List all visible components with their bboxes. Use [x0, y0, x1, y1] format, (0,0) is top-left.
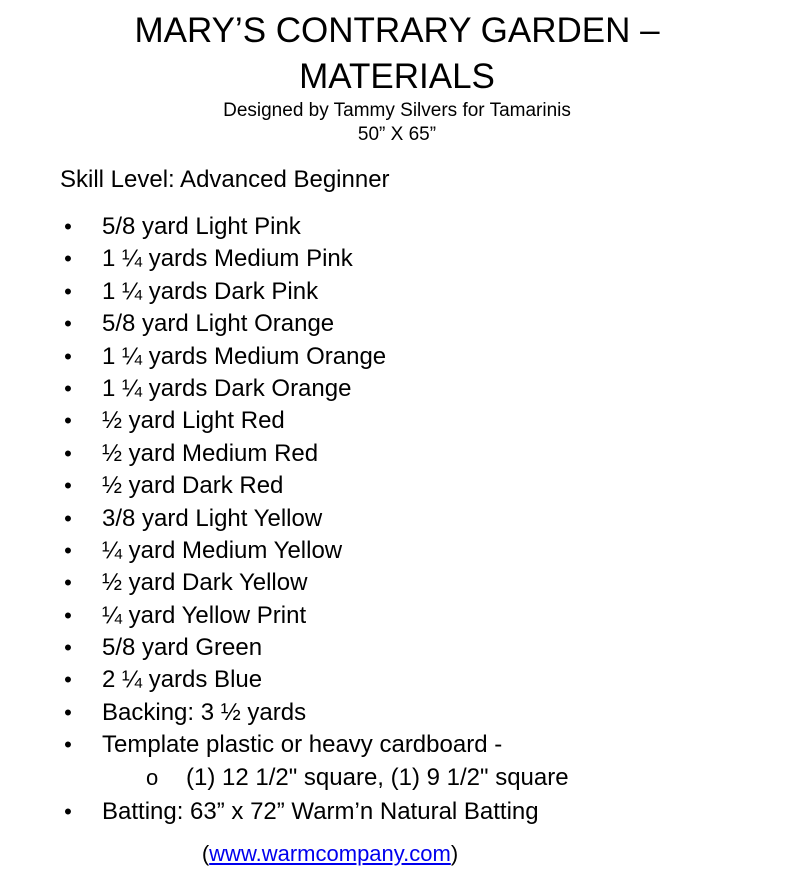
- bullet-icon: •: [64, 343, 72, 369]
- material-text: 1 ¼ yards Dark Pink: [102, 277, 319, 305]
- page-title-line-1: MARY’S CONTRARY GARDEN –: [134, 11, 660, 50]
- list-item: [0, 567, 794, 599]
- material-text: 2 ¼ yards Blue: [102, 666, 263, 694]
- material-text: 3/8 yard Light Yellow: [102, 504, 323, 532]
- material-text: 1 ¼ yards Medium Orange: [102, 342, 387, 370]
- list-item: [0, 308, 794, 340]
- material-text: 5/8 yard Light Pink: [102, 213, 301, 240]
- list-item: [0, 794, 794, 830]
- bullet-icon: •: [64, 699, 72, 725]
- material-text: 5/8 yard Light Orange: [102, 310, 335, 338]
- bullet-icon: •: [64, 214, 72, 239]
- material-text: ¼ yard Medium Yellow: [102, 536, 343, 564]
- material-text: Backing: 3 ½ yards: [102, 698, 307, 726]
- batting-text: Batting: 63” x 72” Warm’n Natural Batting: [102, 797, 539, 825]
- materials-list: [0, 211, 794, 830]
- material-text: ½ yard Light Red: [102, 407, 285, 435]
- bullet-icon: •: [64, 602, 72, 628]
- bullet-icon: •: [64, 505, 72, 531]
- material-text: Template plastic or heavy cardboard -: [102, 731, 503, 759]
- list-item: [0, 373, 794, 405]
- material-text: ½ yard Dark Red: [102, 472, 284, 500]
- close-paren: ): [450, 841, 459, 866]
- list-item: [0, 470, 794, 502]
- material-text: ½ yard Medium Red: [102, 439, 319, 467]
- list-item: [0, 503, 794, 535]
- list-item: [0, 438, 794, 470]
- bullet-icon: •: [64, 635, 72, 661]
- bullet-icon: •: [64, 408, 72, 434]
- bullet-icon: •: [64, 537, 72, 563]
- material-text: 1 ¼ yards Dark Orange: [102, 374, 352, 402]
- template-sizes: (1) 12 1/2" square, (1) 9 1/2" square: [186, 763, 569, 791]
- list-item: [0, 697, 794, 729]
- list-subitem: [0, 762, 794, 794]
- material-text: 5/8 yard Green: [102, 634, 263, 662]
- sub-bullet-icon: o: [146, 764, 159, 790]
- list-item: [0, 632, 794, 664]
- bullet-icon: •: [64, 311, 72, 337]
- page-title-line-2: MATERIALS: [299, 57, 495, 96]
- list-item: [0, 405, 794, 437]
- list-item: [0, 341, 794, 373]
- quilt-size: 50” X 65”: [357, 124, 437, 145]
- list-item: [0, 243, 794, 275]
- bullet-icon: •: [64, 375, 72, 401]
- bullet-icon: •: [64, 732, 72, 758]
- material-text: ¼ yard Yellow Print: [102, 601, 307, 629]
- website-reference: [0, 841, 660, 867]
- material-text: ½ yard Dark Yellow: [102, 569, 308, 597]
- material-text: 1 ¼ yards Medium Pink: [102, 245, 353, 273]
- designer-credit: Designed by Tammy Silvers for Tamarinis: [223, 100, 571, 121]
- list-item: [0, 535, 794, 567]
- bullet-icon: •: [64, 278, 72, 304]
- bullet-icon: •: [64, 246, 72, 272]
- bullet-icon: •: [64, 667, 72, 693]
- open-paren: (: [201, 841, 210, 866]
- list-item: [0, 729, 794, 761]
- website-link[interactable]: www.warmcompany.com: [209, 841, 451, 866]
- bullet-icon: •: [64, 473, 72, 499]
- list-item: [0, 600, 794, 632]
- bullet-icon: •: [64, 798, 72, 824]
- bullet-icon: •: [64, 440, 72, 466]
- list-item: [0, 664, 794, 696]
- list-item: [0, 276, 794, 308]
- skill-level: Skill Level: Advanced Beginner: [60, 166, 390, 193]
- list-item: [0, 211, 794, 243]
- bullet-icon: •: [64, 570, 72, 596]
